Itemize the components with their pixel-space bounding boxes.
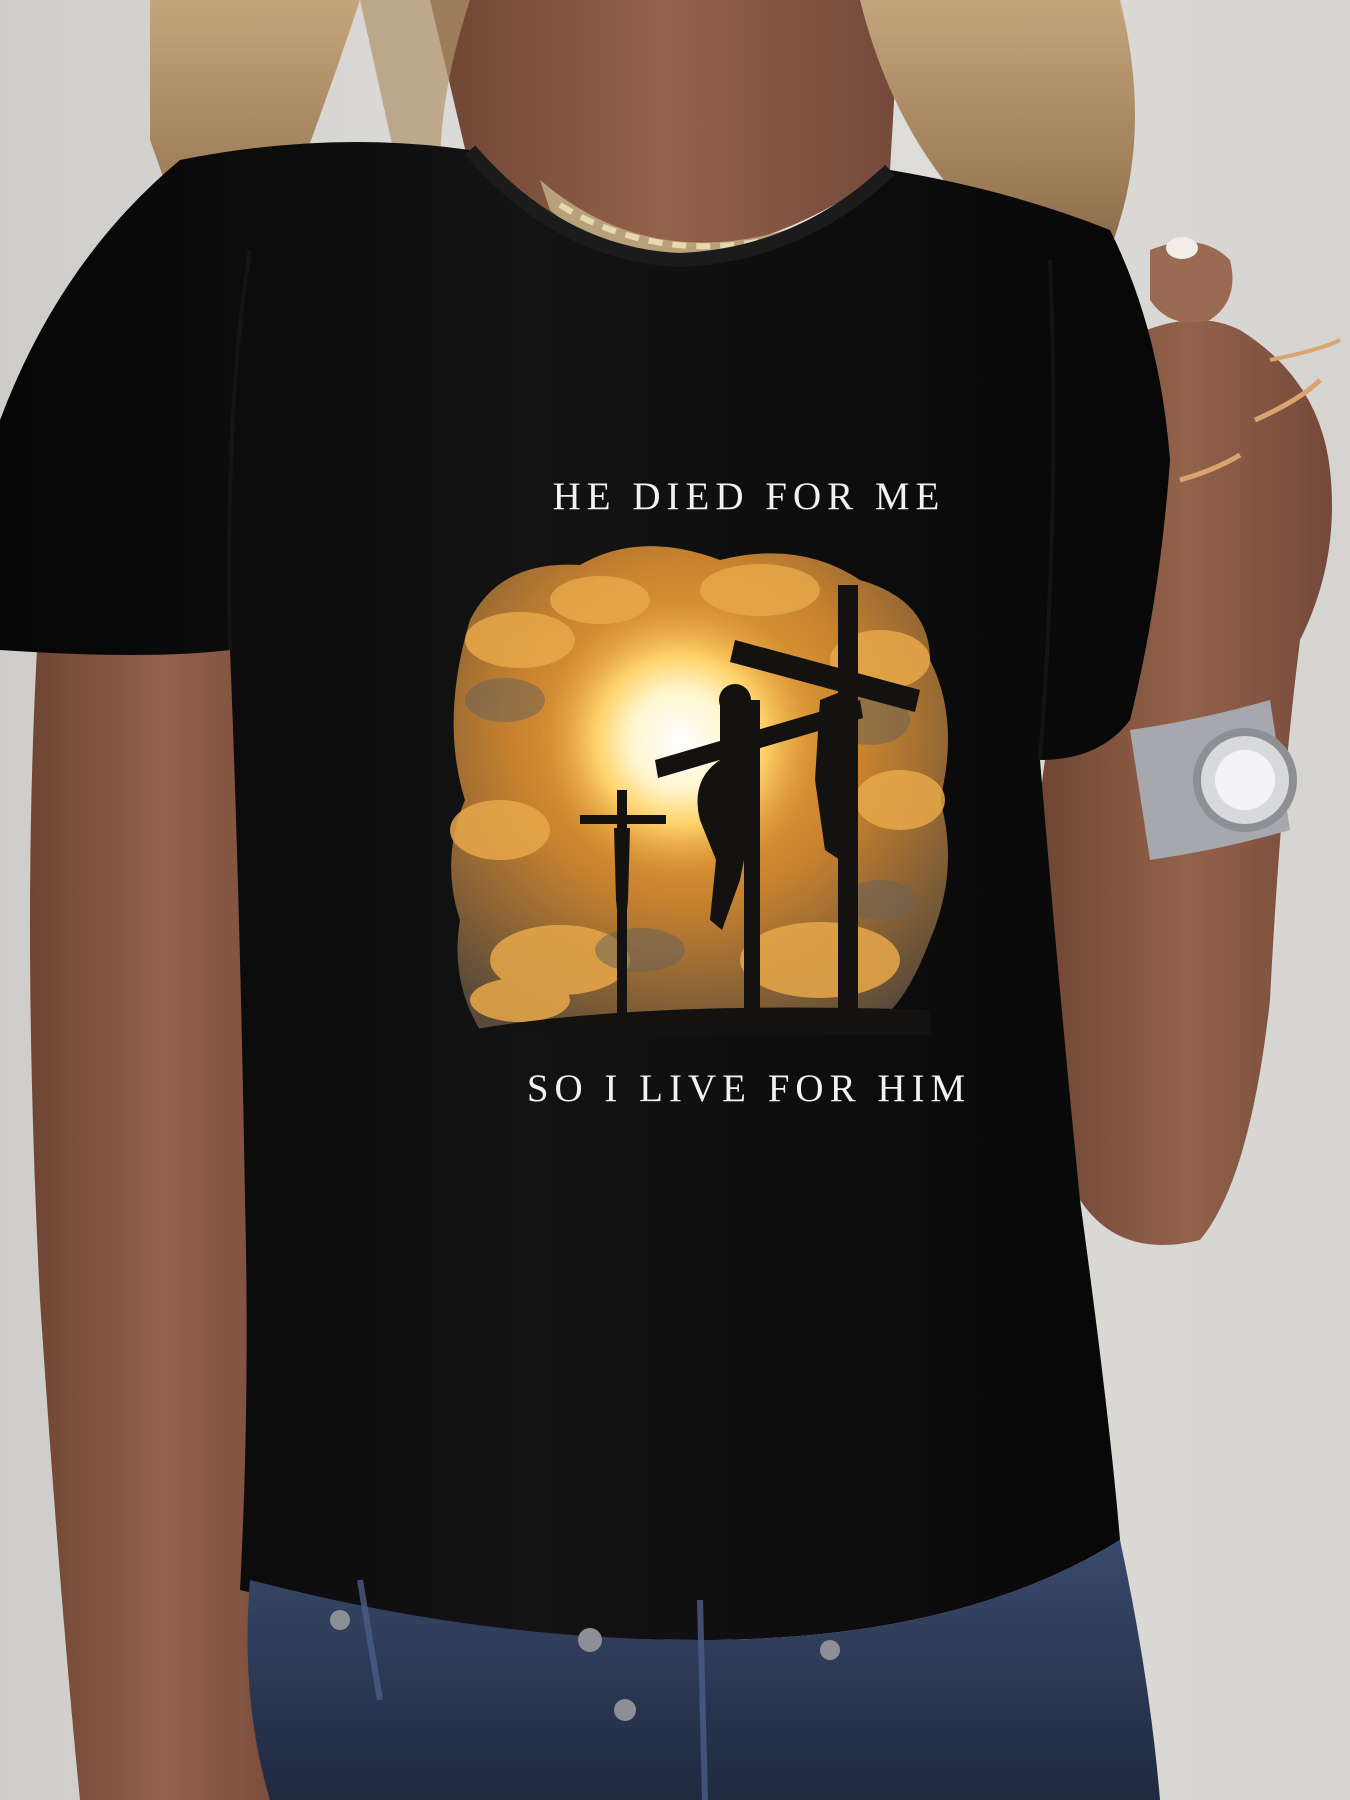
watch-dial [1215, 750, 1275, 810]
figure-middle-head [719, 684, 751, 716]
jeans-rivet [578, 1628, 602, 1652]
print-artwork [450, 546, 948, 1035]
print-text-top: HE DIED FOR ME [552, 475, 946, 518]
cross-small-beam [580, 815, 666, 824]
fingernail [1166, 237, 1198, 259]
print-text-bottom: SO I LIVE FOR HIM [526, 1067, 972, 1110]
jeans-button [614, 1699, 636, 1721]
jeans-rivet [330, 1610, 350, 1630]
jeans-rivet [820, 1640, 840, 1660]
